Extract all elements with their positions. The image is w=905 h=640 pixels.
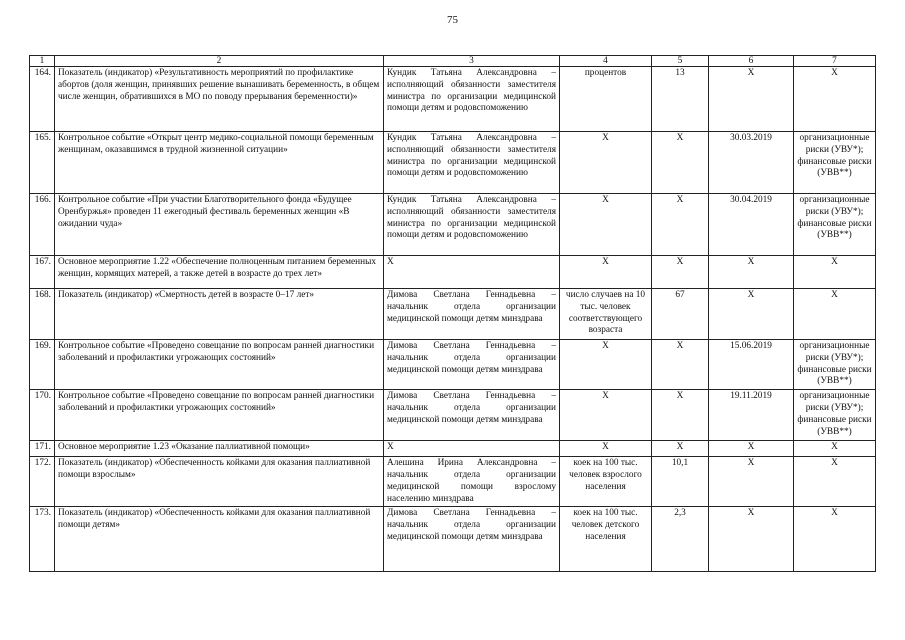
row-value: Х <box>652 390 709 441</box>
row-number: 166. <box>30 194 55 256</box>
table-row <box>30 132 876 194</box>
row-responsible: Димова Светлана Геннадьевна – начальник отдела организации медицинской помощи детям минздрава <box>384 390 560 441</box>
table-row <box>30 340 876 390</box>
table-row <box>30 194 876 256</box>
row-responsible: Алешина Ирина Александровна – начальник отдела организации медицинской помощи взрослому населению минздрава <box>384 457 560 507</box>
row-risk: Х <box>794 441 876 457</box>
header-cell-1: 1 <box>30 56 55 67</box>
table-row <box>30 441 876 457</box>
row-name: Основное мероприятие 1.22 «Обеспечение полноценным питанием беременных женщин, кормящих матерей, а также детей в возрасте до трех лет» <box>55 256 384 289</box>
row-date: 30.04.2019 <box>709 194 794 256</box>
row-risk: организационные риски (УВУ*); финансовые риски (УВВ**) <box>794 194 876 256</box>
row-unit: Х <box>560 441 652 457</box>
row-unit: Х <box>560 390 652 441</box>
row-unit: Х <box>560 340 652 390</box>
row-date: Х <box>709 441 794 457</box>
row-unit: процентов <box>560 67 652 132</box>
row-value: Х <box>652 441 709 457</box>
row-name: Показатель (индикатор) «Обеспеченность койками для оказания паллиативной помощи детям» <box>55 507 384 572</box>
row-unit: Х <box>560 194 652 256</box>
page-number: 75 <box>447 14 458 26</box>
row-unit: коек на 100 тыс. человек детского населения <box>560 507 652 572</box>
row-responsible: Кундик Татьяна Александровна – исполняющий обязанности заместителя министра по организации медицинской помощи детям и родовспоможению <box>384 194 560 256</box>
row-responsible: Кундик Татьяна Александровна – исполняющий обязанности заместителя министра по организации медицинской помощи детям и родовспоможению <box>384 67 560 132</box>
row-date: Х <box>709 457 794 507</box>
row-number: 172. <box>30 457 55 507</box>
row-number: 164. <box>30 67 55 132</box>
header-cell-3: 3 <box>384 56 560 67</box>
row-date: 30.03.2019 <box>709 132 794 194</box>
row-date: 15.06.2019 <box>709 340 794 390</box>
row-unit: коек на 100 тыс. человек взрослого населения <box>560 457 652 507</box>
row-name: Контрольное событие «Проведено совещание по вопросам ранней диагностики заболеваний и профилактики угрожающих состояний» <box>55 390 384 441</box>
table-row <box>30 507 876 572</box>
table-row <box>30 67 876 132</box>
row-responsible: Димова Светлана Геннадьевна – начальник отдела организации медицинской помощи детям минздрава <box>384 507 560 572</box>
row-unit: Х <box>560 132 652 194</box>
row-number: 173. <box>30 507 55 572</box>
row-responsible: Димова Светлана Геннадьевна – начальник отдела организации медицинской помощи детям минздрава <box>384 340 560 390</box>
row-risk: организационные риски (УВУ*); финансовые риски (УВВ**) <box>794 132 876 194</box>
row-date: Х <box>709 256 794 289</box>
row-value: 67 <box>652 289 709 340</box>
row-name: Показатель (индикатор) «Результативность мероприятий по профилактике абортов (доля женщин, принявших решение вынашивать беременность, в общем числе женщин, обратившихся в МО по поводу прерывания беременности)» <box>55 67 384 132</box>
header-cell-4: 4 <box>560 56 652 67</box>
row-risk: Х <box>794 457 876 507</box>
header-cell-2: 2 <box>55 56 384 67</box>
row-date: 19.11.2019 <box>709 390 794 441</box>
row-date: Х <box>709 289 794 340</box>
row-name: Контрольное событие «При участии Благотворительного фонда «Будущее Оренбуржья» проведен 11 ежегодный фестиваль беременных женщин «В ожидании чуда» <box>55 194 384 256</box>
header-cell-6: 6 <box>709 56 794 67</box>
row-name: Контрольное событие «Открыт центр медико-социальной помощи беременным женщинам, оказавшимся в трудной жизненной ситуации» <box>55 132 384 194</box>
row-risk: Х <box>794 507 876 572</box>
row-risk: организационные риски (УВУ*); финансовые риски (УВВ**) <box>794 340 876 390</box>
row-value: 13 <box>652 67 709 132</box>
row-name: Контрольное событие «Проведено совещание по вопросам ранней диагностики заболеваний и профилактики угрожающих состояний» <box>55 340 384 390</box>
row-risk: Х <box>794 256 876 289</box>
row-unit: число случаев на 10 тыс. человек соответствующего возраста <box>560 289 652 340</box>
row-date: Х <box>709 67 794 132</box>
table-row <box>30 457 876 507</box>
row-value: Х <box>652 194 709 256</box>
row-responsible: Х <box>384 441 560 457</box>
row-value: Х <box>652 132 709 194</box>
row-value: Х <box>652 340 709 390</box>
table-row <box>30 289 876 340</box>
row-value: 2,3 <box>652 507 709 572</box>
row-number: 167. <box>30 256 55 289</box>
row-name: Показатель (индикатор) «Обеспеченность койками для оказания паллиативной помощи взрослым» <box>55 457 384 507</box>
row-responsible: Кундик Татьяна Александровна – исполняющий обязанности заместителя министра по организации медицинской помощи детям и родовспоможению <box>384 132 560 194</box>
table-row <box>30 390 876 441</box>
plan-table <box>29 55 876 572</box>
row-number: 170. <box>30 390 55 441</box>
row-name: Показатель (индикатор) «Смертность детей в возрасте 0–17 лет» <box>55 289 384 340</box>
row-number: 171. <box>30 441 55 457</box>
row-risk: Х <box>794 289 876 340</box>
row-responsible: Х <box>384 256 560 289</box>
header-row <box>30 56 876 67</box>
table-row <box>30 256 876 289</box>
row-unit: Х <box>560 256 652 289</box>
header-cell-5: 5 <box>652 56 709 67</box>
row-number: 168. <box>30 289 55 340</box>
row-value: Х <box>652 256 709 289</box>
row-risk: Х <box>794 67 876 132</box>
row-responsible: Димова Светлана Геннадьевна – начальник отдела организации медицинской помощи детям минздрава <box>384 289 560 340</box>
header-cell-7: 7 <box>794 56 876 67</box>
row-value: 10,1 <box>652 457 709 507</box>
row-name: Основное мероприятие 1.23 «Оказание паллиативной помощи» <box>55 441 384 457</box>
row-risk: организационные риски (УВУ*); финансовые риски (УВВ**) <box>794 390 876 441</box>
row-number: 165. <box>30 132 55 194</box>
row-date: Х <box>709 507 794 572</box>
row-number: 169. <box>30 340 55 390</box>
